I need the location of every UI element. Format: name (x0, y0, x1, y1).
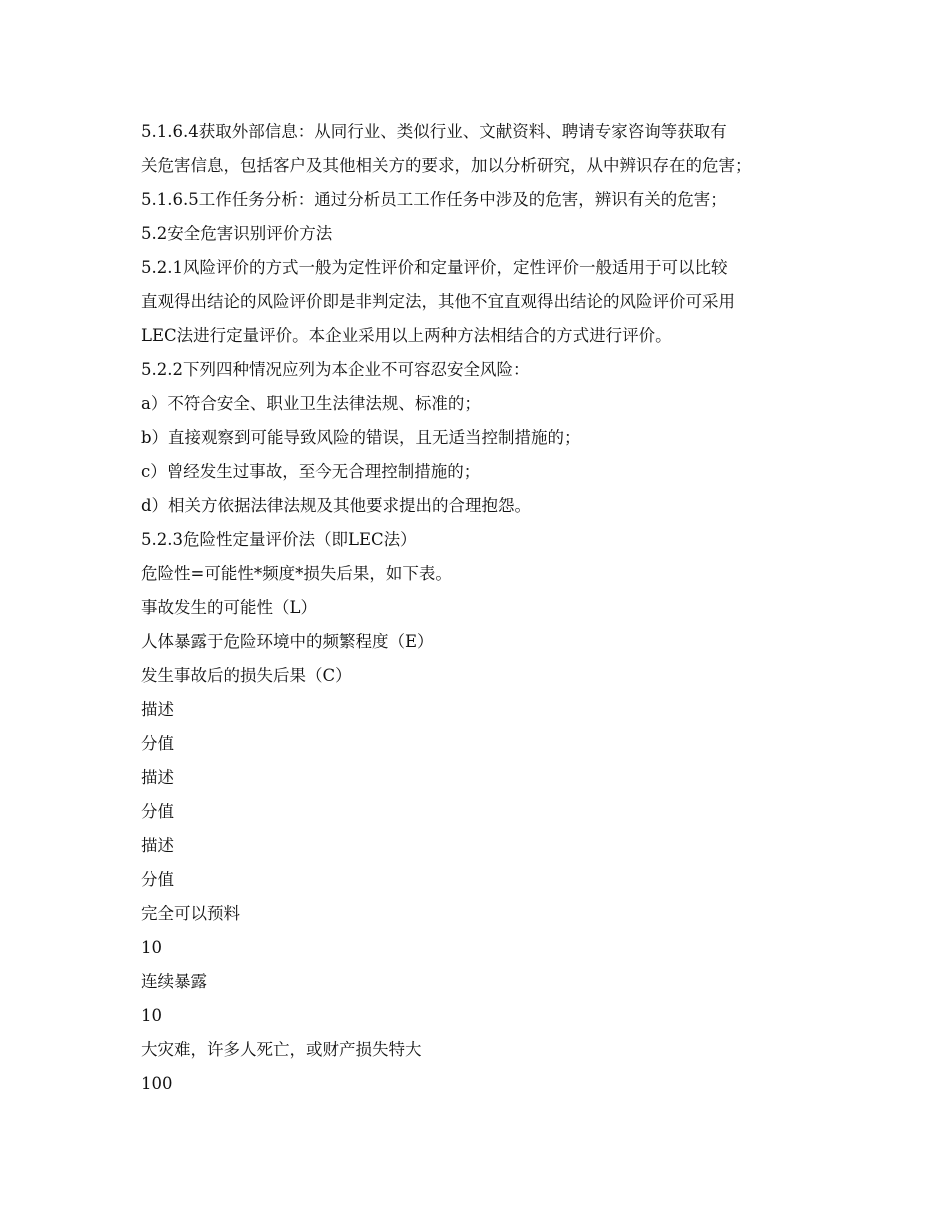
table-cell: 分值 (141, 734, 174, 753)
table-cell: 描述 (141, 768, 174, 787)
text-line: 5.1.6.5工作任务分析：通过分析员工工作任务中涉及的危害，辨识有关的危害； (141, 190, 727, 209)
text-line: 直观得出结论的风险评价即是非判定法，其他不宜直观得出结论的风险评价可采用 (141, 292, 735, 311)
table-cell: 描述 (141, 836, 174, 855)
table-cell: 完全可以预料 (141, 904, 240, 923)
table-cell: 描述 (141, 700, 174, 719)
text-line: 5.2.1风险评价的方式一般为定性评价和定量评价，定性评价一般适用于可以比较 (141, 258, 728, 277)
table-cell: 事故发生的可能性（L） (141, 598, 317, 617)
table-cell: 大灾难，许多人死亡，或财产损失特大 (141, 1040, 422, 1059)
list-item: a）不符合安全、职业卫生法律法规、标准的； (141, 394, 481, 413)
table-cell: 发生事故后的损失后果（C） (141, 666, 352, 685)
table-cell: 10 (141, 938, 162, 957)
table-cell: 分值 (141, 870, 174, 889)
text-line: 5.2.3危险性定量评价法（即LEC法） (141, 530, 417, 549)
text-line: 5.1.6.4获取外部信息：从同行业、类似行业、文献资料、聘请专家咨询等获取有 (141, 122, 727, 141)
table-cell: 人体暴露于危险环境中的频繁程度（E） (141, 632, 434, 651)
text-line: 危险性=可能性*频度*损失后果，如下表。 (141, 564, 452, 583)
list-item: d）相关方依据法律法规及其他要求提出的合理抱怨。 (141, 496, 532, 515)
list-item: c）曾经发生过事故，至今无合理控制措施的； (141, 462, 481, 481)
text-line: 关危害信息，包括客户及其他相关方的要求，加以分析研究，从中辨识存在的危害； (141, 156, 752, 175)
text-line: LEC法进行定量评价。本企业采用以上两种方法相结合的方式进行评价。 (141, 326, 672, 345)
table-cell: 连续暴露 (141, 972, 207, 991)
table-cell: 10 (141, 1006, 162, 1025)
text-line: 5.2.2下列四种情况应列为本企业不可容忍安全风险： (141, 360, 530, 379)
table-cell: 100 (141, 1074, 173, 1093)
table-cell: 分值 (141, 802, 174, 821)
document-body (141, 115, 821, 1101)
list-item: b）直接观察到可能导致风险的错误，且无适当控制措施的； (141, 428, 581, 447)
section-heading: 5.2安全危害识别评价方法 (141, 224, 333, 243)
